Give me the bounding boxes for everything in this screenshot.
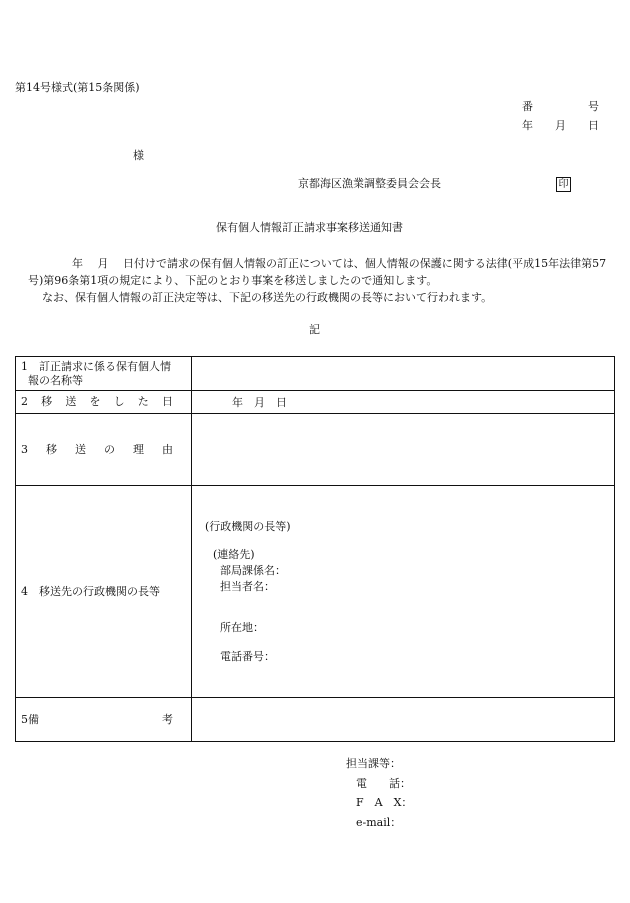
body-date: 年 月 日付けで [72,257,167,270]
addressee-suffix: 様 [133,149,144,162]
contact-footer [346,754,412,832]
sender-name: 京都海区漁業調整委員会会長 [298,177,441,190]
table-row [16,698,615,742]
row2-label-char: 送 [65,395,77,408]
row2-date: 年 月 日 [232,396,287,409]
row3-label-char: 理 [133,442,144,456]
row5-label-char: 考 [162,712,173,726]
ki-mark: 記 [309,323,320,336]
row5-label-char: 備 [28,712,39,726]
row4-address: 所在地： [220,621,264,634]
row4-contact: (連絡先) [213,548,255,561]
row4-phone: 電話番号： [220,650,275,663]
row4-person: 担当者名： [220,580,275,593]
row1-label-line2: 報の名称等 [28,373,83,387]
table-row [16,357,615,391]
row5-value [192,698,615,742]
row1-value [192,357,615,391]
row2-label-char: 移 [41,395,53,408]
row2-label [16,391,192,414]
form-number: 第14号様式(第15条関係) [15,81,140,94]
row3-label [16,414,192,486]
body-paragraph-1 [28,255,618,289]
number-label: 番 号 [522,100,599,113]
row2-label-char: 2 [21,395,28,408]
row3-label-char: 3 [21,442,28,456]
footer-email: e-mail： [356,815,402,829]
row4-agency: (行政機関の長等) [205,520,291,533]
row3-label-char: の [104,442,115,456]
row3-label-char: 由 [162,442,173,456]
body-text-1: 請求の保有個人情報の訂正については、個人情報の保護に関する法律(平成15年法律第57号)第96条第1項の規定により、下記のとおり事案を移送しましたので通知します。 [28,257,607,287]
row2-label-char: を [89,395,101,408]
row3-label-char: 送 [75,442,86,456]
row5-label [16,698,192,742]
notice-table [15,356,615,742]
row4-value [192,486,615,698]
footer-fax: F A X： [356,796,413,809]
row2-label-char: し [113,395,125,408]
footer-section: 担当課等： [346,757,401,770]
row3-label-char: 移 [46,442,57,456]
row5-label-char: 5 [21,712,28,726]
row2-label-char: 日 [161,395,173,408]
table-row [16,486,615,698]
table-row [16,391,615,414]
row3-value [192,414,615,486]
body-text [28,255,618,306]
row1-label [16,357,192,391]
row2-value [192,391,615,414]
body-paragraph-2 [28,289,618,306]
row1-label-line1: 1 訂正請求に係る保有個人情 [21,359,171,373]
row4-dept: 部局課係名： [220,564,286,577]
date-label: 年 月 日 [522,119,599,132]
seal-mark: 印 [556,177,571,192]
document-title: 保有個人情報訂正請求事案移送通知書 [216,221,403,234]
row4-label [16,486,192,698]
row4-label-text: 4 移送先の行政機関の長等 [21,584,160,598]
table-row [16,414,615,486]
body-text-2: なお、保有個人情報の訂正決定等は、下記の移送先の行政機関の長等において行われます。 [42,291,493,304]
row2-label-char: た [137,395,149,408]
footer-tel: 電 話： [356,776,411,790]
